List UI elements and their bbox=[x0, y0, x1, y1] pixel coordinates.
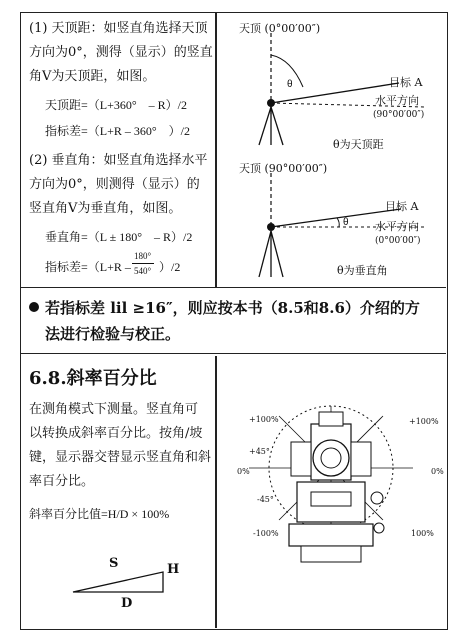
zenith-line-2: 方向为0°，测得（显示）的竖直 bbox=[29, 45, 213, 60]
zenith-formula: 天顶距=（L+360° – R）/2 bbox=[45, 98, 188, 112]
notice-text-1: 若指标差 lil ≥16″，则应按本书（8.5和8.6）介绍的方 bbox=[45, 299, 420, 317]
label-minus45: -45° bbox=[257, 495, 274, 504]
angle-definitions-row bbox=[21, 13, 446, 288]
bullet-icon bbox=[29, 302, 39, 312]
label-plus45: +45° bbox=[249, 447, 270, 456]
svg-text:θ: θ bbox=[343, 217, 349, 228]
zenith-line-3: 角V为天顶距，如图。 bbox=[29, 69, 156, 84]
fig1-horizontal-value: (90°00′00″) bbox=[373, 110, 425, 120]
section-para-4: 率百分比。 bbox=[29, 474, 95, 489]
zenith-index-formula: 指标差=（L+R – 360° ）/2 bbox=[45, 124, 191, 138]
section-para-2: 以转换成斜率百分比。按角/坡 bbox=[29, 426, 203, 441]
zenith-line-1: (1) 天顶距：如竖直角选择天顶 bbox=[29, 21, 208, 36]
fig2-caption: θ为垂直角 bbox=[337, 264, 388, 277]
slope-triangle bbox=[71, 566, 171, 596]
fig2-zenith-label: 天顶 (90°00′00″) bbox=[239, 162, 328, 175]
notice-row bbox=[21, 290, 446, 354]
vertical-formula: 垂直角=（L ± 180° – R）/2 bbox=[45, 230, 193, 244]
triangle-d-label: D bbox=[121, 596, 133, 611]
vertical-index-formula-post: ）/2 bbox=[159, 260, 181, 274]
label-zero-left: 0% bbox=[237, 467, 250, 476]
fig1-target-label: 目标 A bbox=[389, 76, 423, 89]
vertical-index-formula-pre: 指标差=（L+R – bbox=[45, 260, 131, 274]
column-divider bbox=[215, 356, 217, 628]
fig2-horizontal-label: 水平方向 bbox=[375, 220, 419, 233]
vertical-line-2: 方向为0°，则测得（显示）的 bbox=[29, 177, 200, 192]
label-zero-right: 0% bbox=[431, 467, 444, 476]
vertical-line-1: (2) 垂直角：如竖直角选择水平 bbox=[29, 153, 208, 168]
fig1-horizontal-label: 水平方向 bbox=[375, 94, 419, 107]
fraction-numerator: 180° bbox=[134, 251, 152, 261]
fig1-caption: θ为天顶距 bbox=[333, 138, 384, 151]
vertical-line-3: 竖直角V为垂直角，如图。 bbox=[29, 201, 182, 216]
fraction-bar bbox=[132, 263, 154, 264]
column-divider bbox=[215, 13, 217, 288]
label-minus100-left: -100% bbox=[253, 529, 279, 538]
fig1-zenith-label: 天顶 (0°00′00″) bbox=[239, 22, 321, 35]
svg-text:θ: θ bbox=[287, 79, 293, 90]
label-minus100-right: 100% bbox=[411, 529, 434, 538]
label-plus100-right: +100% bbox=[409, 417, 439, 426]
triangle-h-label: H bbox=[167, 562, 180, 577]
label-plus100-left: +100% bbox=[249, 415, 279, 424]
slope-percentage-row bbox=[21, 356, 446, 628]
section-para-1: 在测角模式下测量。竖直角可 bbox=[29, 402, 199, 417]
section-para-3: 键，显示器交替显示竖直角和斜 bbox=[29, 450, 212, 465]
slope-formula: 斜率百分比值=H/D × 100% bbox=[29, 507, 170, 521]
triangle-s-label: S bbox=[109, 556, 119, 571]
fraction-denominator: 540° bbox=[134, 266, 152, 276]
notice-line-1 bbox=[29, 298, 420, 318]
document-frame bbox=[20, 12, 448, 630]
fig2-horizontal-value: (0°00′00″) bbox=[375, 236, 421, 246]
notice-line-2: 法进行检验与校正。 bbox=[45, 325, 181, 343]
section-title: 6.8.斜率百分比 bbox=[29, 368, 157, 389]
fig2-target-label: 目标 A bbox=[385, 200, 419, 213]
